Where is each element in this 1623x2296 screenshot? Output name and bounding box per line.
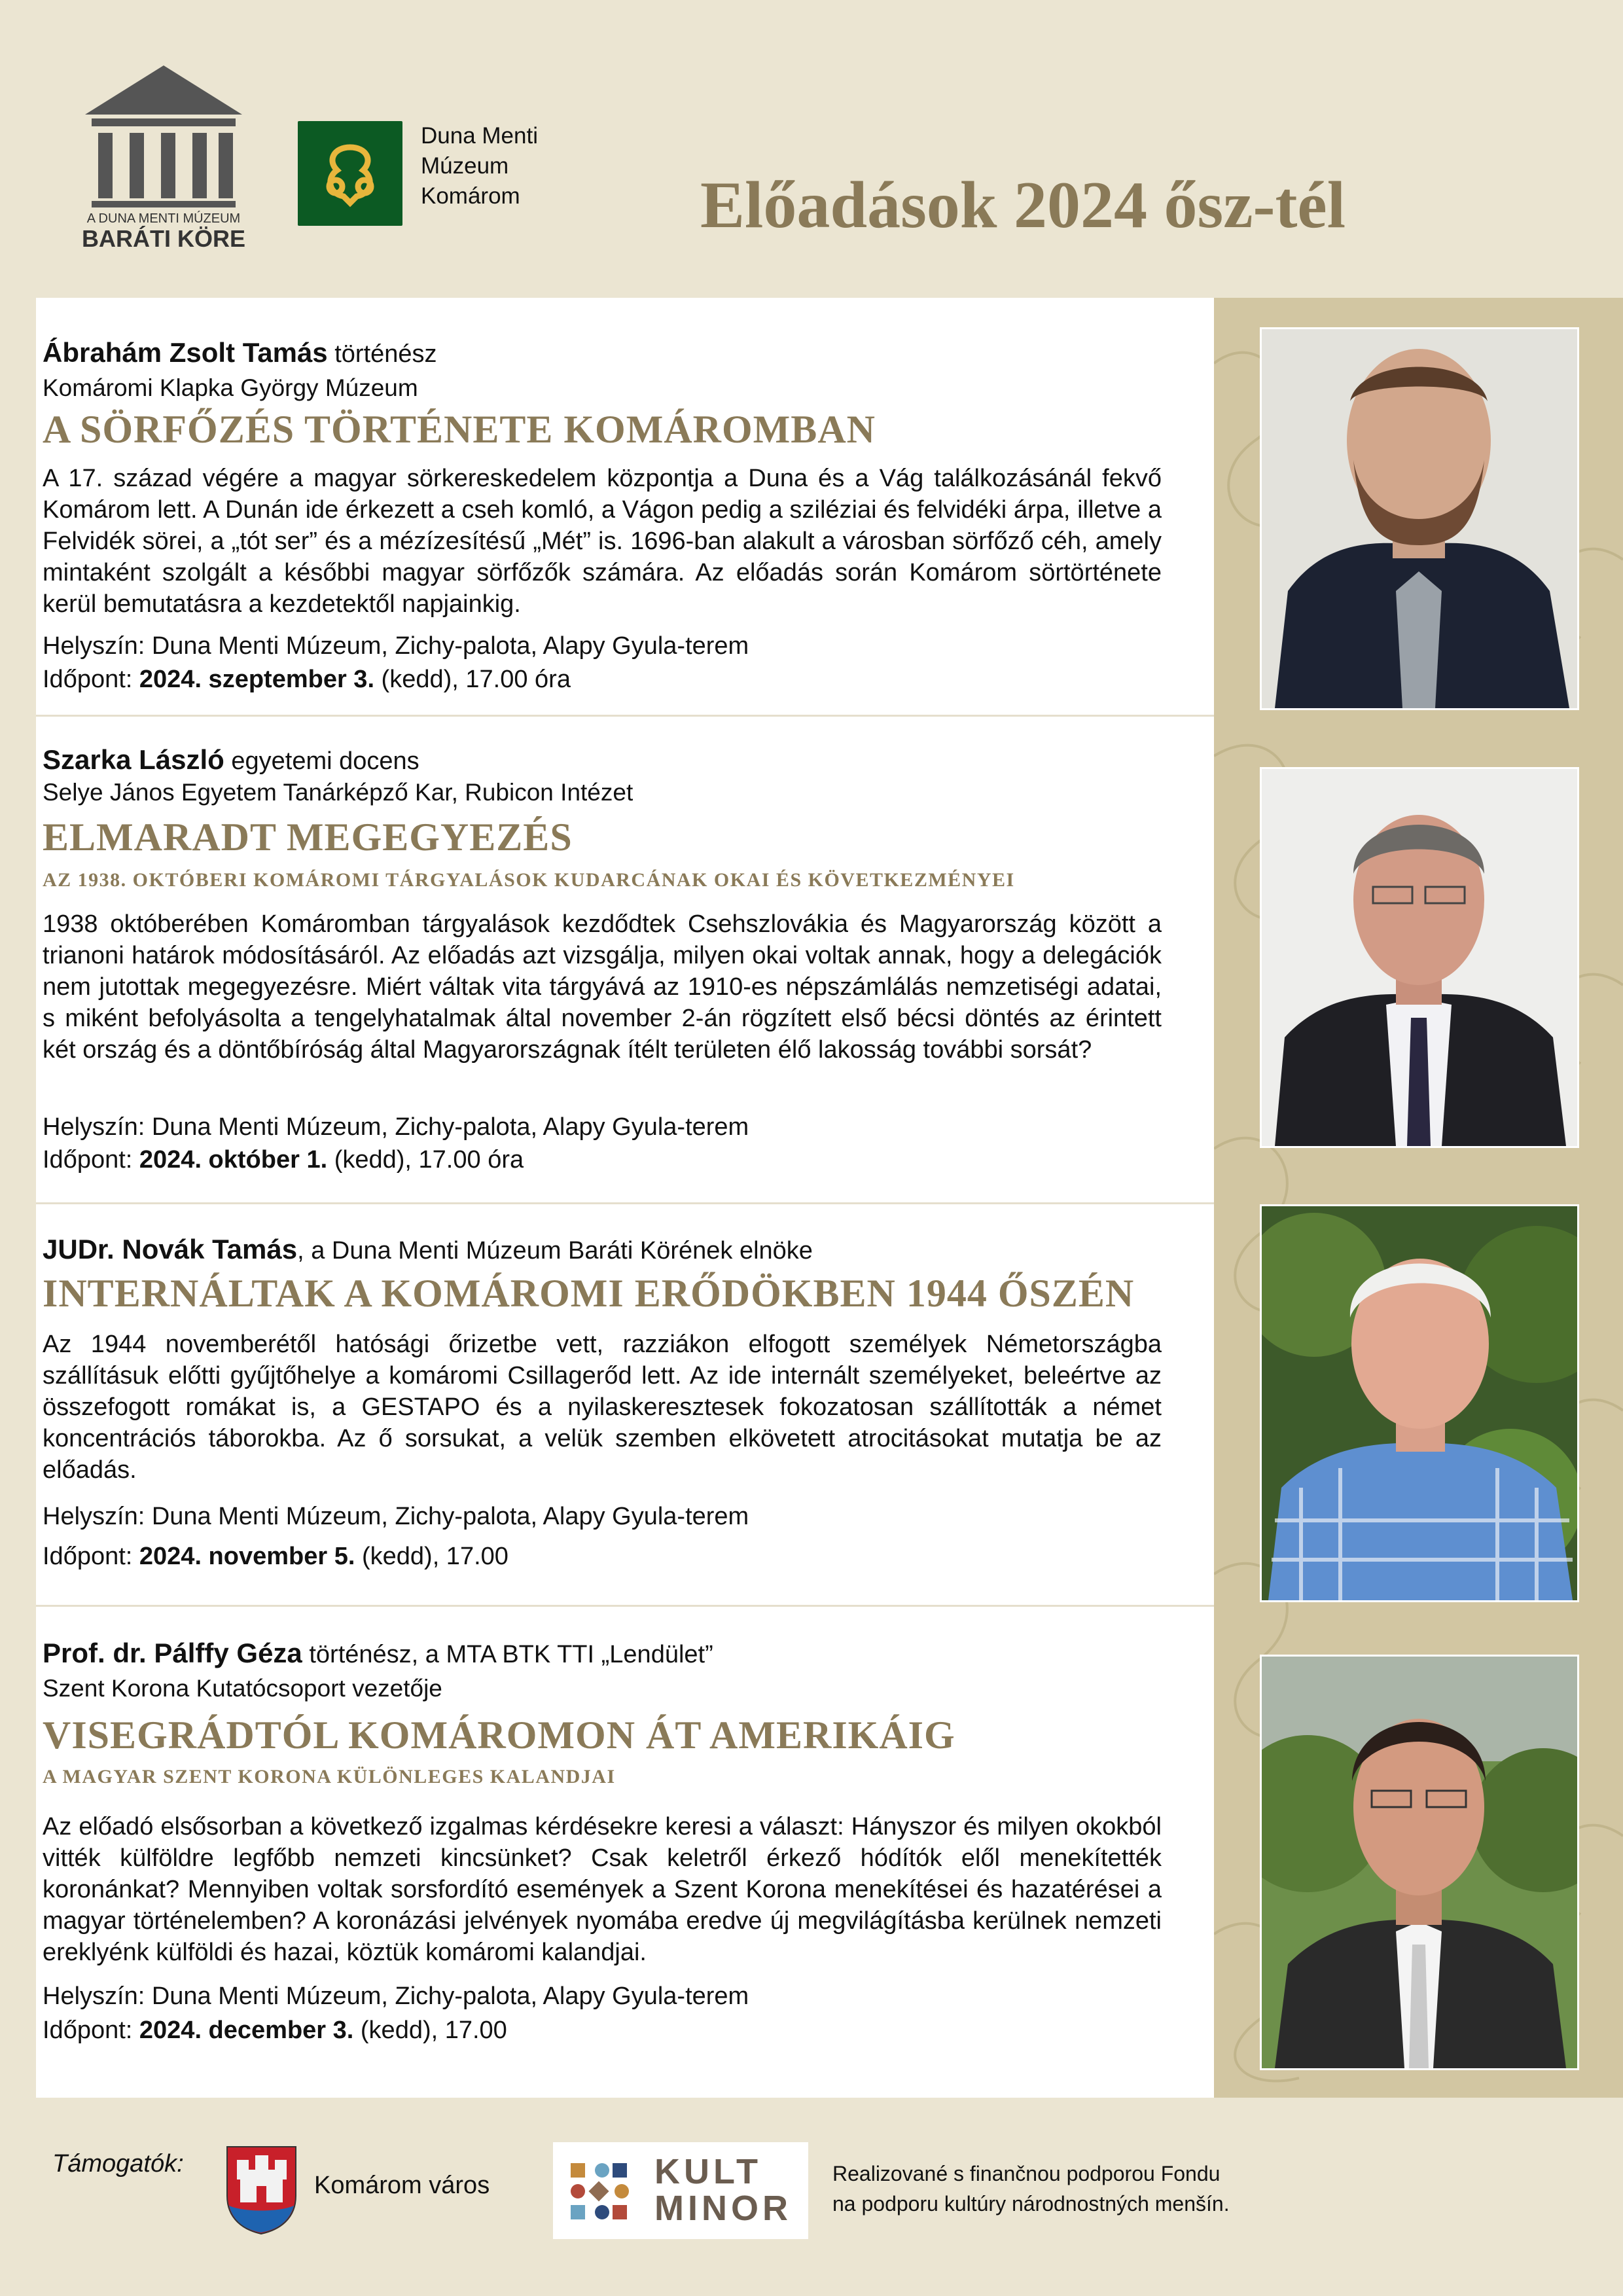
header	[0, 0, 1623, 298]
minor-text: MINOR	[654, 2189, 792, 2228]
lecture-4-time: Időpont: 2024. december 3. (kedd), 17.00	[43, 2017, 507, 2044]
speaker-photo-4	[1260, 1655, 1579, 2070]
lecture-3-description: Az 1944 novemberétől hatósági őrizetbe vett, razziákon elfogott személyek Németországba szállításuk előtti gyűjtőhelye a komáromi Csillagerőd lett. Az ide internált személyeket, beleértve az összefogott romákat is, a GESTAPO és a nyilaskeresztesek fokozatosan szállították a német koncentrációs táborokba. Az ő sorsukat, a velük szemben elkövetett atrocitásokat mutatja be az előadás.	[43, 1331, 1162, 1484]
lecture-1-location: Helyszín: Duna Menti Múzeum, Zichy-palota, Alapy Gyula-terem	[43, 632, 749, 660]
logo-line2: BARÁTI KÖRE	[82, 225, 245, 252]
lecture-4-subtitle: A MAGYAR SZENT KORONA KÜLÖNLEGES KALANDJAI	[43, 1766, 616, 1787]
logo-line1: A DUNA MENTI MÚZEUM	[86, 211, 241, 226]
lecture-separator	[36, 1202, 1214, 1204]
komarom-city-label: Komárom város	[314, 2172, 490, 2199]
museum-name-line3: Komárom	[421, 183, 520, 209]
lecture-1-time: Időpont: 2024. szeptember 3. (kedd), 17.00 óra	[43, 666, 571, 693]
lecture-1-title: A SÖRFŐZÉS TÖRTÉNETE KOMÁROMBAN	[43, 408, 876, 451]
page-title: Előadások 2024 ősz-tél	[700, 168, 1346, 242]
lecture-date: 2024. szeptember 3.	[139, 666, 374, 693]
fund-statement	[832, 2159, 1230, 2219]
lecture-1-speaker	[43, 337, 437, 370]
lecture-separator	[36, 1605, 1214, 1607]
museum-friends-logo	[79, 62, 249, 259]
duna-menti-muzeum-logo	[298, 121, 402, 226]
lecture-separator	[36, 715, 1214, 717]
lecture-3-title: INTERNÁLTAK A KOMÁROMI ERŐDÖKBEN 1944 ŐSZÉN	[43, 1272, 1135, 1315]
lecture-4-speaker	[43, 1638, 713, 1670]
speaker-name: Szarka László	[43, 744, 224, 775]
fund-line1: Realizované s finančnou podporou Fondu	[832, 2162, 1221, 2185]
lecture-2-title: ELMARADT MEGEGYEZÉS	[43, 816, 573, 859]
lecture-2-location: Helyszín: Duna Menti Múzeum, Zichy-palota, Alapy Gyula-terem	[43, 1113, 749, 1141]
lecture-3-time: Időpont: 2024. november 5. (kedd), 17.00	[43, 1543, 508, 1570]
museum-name-line2: Múzeum	[421, 153, 509, 179]
lecture-2-time: Időpont: 2024. október 1. (kedd), 17.00 óra	[43, 1146, 524, 1174]
speaker-role: , a Duna Menti Múzeum Baráti Körének elnöke	[297, 1237, 813, 1265]
lecture-3-location: Helyszín: Duna Menti Múzeum, Zichy-palota, Alapy Gyula-terem	[43, 1503, 749, 1530]
museum-name	[421, 121, 584, 211]
lecture-2-subtitle: AZ 1938. OKTÓBERI KOMÁROMI TÁRGYALÁSOK KUDARCÁNAK OKAI ÉS KÖVETKEZMÉNYEI	[43, 869, 1015, 891]
kult-minor-icon	[569, 2162, 635, 2221]
speaker-role: történész, a MTA BTK TTI „Lendület”	[302, 1641, 713, 1668]
lecture-3-speaker	[43, 1234, 813, 1266]
lecture-4-location: Helyszín: Duna Menti Múzeum, Zichy-palota, Alapy Gyula-terem	[43, 1982, 749, 2010]
lecture-2-affiliation: Selye János Egyetem Tanárképző Kar, Rubicon Intézet	[43, 779, 633, 806]
lecture-2-description: 1938 októberében Komáromban tárgyalások kezdődtek Csehszlovákia és Magyarország között a trianoni határok módosításáról. Az előadás azt vizsgálja, milyen okai voltak annak, hogy a delegációk nem jutottak megegyezésre. Miért váltak vita tárgyává az 1910-es népszámlálás nemzetiségi adatai, s miként befolyásolta a tengelyhatalmak által november 2-án rögzített első bécsi döntés az érintett két ország és a döntőbíróság által Magyarországnak ítélt területen élő lakosság további sorsát?	[43, 910, 1162, 1064]
supporters-label: Támogatók:	[52, 2150, 184, 2178]
speaker-name: Prof. dr. Pálffy Géza	[43, 1638, 302, 1668]
fund-line2: na podporu kultúry národnostných menšín.	[832, 2192, 1230, 2215]
lecture-4-title: VISEGRÁDTÓL KOMÁROMON ÁT AMERIKÁIG	[43, 1713, 955, 1757]
lecture-1-affiliation: Komáromi Klapka György Múzeum	[43, 374, 418, 401]
lecture-date: 2024. november 5.	[139, 1543, 355, 1570]
lecture-date: 2024. október 1.	[139, 1146, 328, 1174]
speaker-name: Ábrahám Zsolt Tamás	[43, 337, 328, 368]
speaker-role: történész	[327, 340, 437, 368]
speaker-photo-2	[1260, 767, 1579, 1148]
kult-text: KULT	[654, 2152, 762, 2191]
speaker-role: egyetemi docens	[224, 747, 419, 775]
speaker-photo-3	[1260, 1204, 1579, 1602]
lecture-1-description: A 17. század végére a magyar sörkereskedelem központja a Duna és a Vág találkozásánál fekvő Komárom lett. A Dunán ide érkezett a cseh komló, a Vágon pedig a sziléziai és felvidéki árpa, illetve a Felvidék sörei, a „tót ser” és a mézízesítésű „Mét” is. 1696-ban alakult a városban sörfőző céh, amely mintaként szolgált a későbbi magyar sörfőzők számára. Az előadás során Komárom sörtörténete kerül bemutatásra a kezdetektől napjainkig.	[43, 465, 1162, 618]
lecture-date: 2024. december 3.	[139, 2017, 354, 2044]
komarom-coat-of-arms	[224, 2144, 299, 2235]
lecture-4-affiliation: Szent Korona Kutatócsoport vezetője	[43, 1675, 442, 1702]
lecture-4-description: Az előadó elsősorban a következő izgalmas kérdésekre keresi a választ: Hányszor és milyen okokból vitték külföldre legfőbb nemzeti kincsünket? Csak keletről érkező hódítók elől menekítették koronánkat? Mennyiben voltak sorsfordító események a Szent Korona menekítései és hazatérései a magyar történelemben? A koronázási jelvények nyomába eredve új megvilágításba kerülnek nemzeti ereklyénk külföldi és hazai, köztük komáromi kalandjai.	[43, 1813, 1162, 1966]
speaker-name: JUDr. Novák Tamás	[43, 1234, 298, 1265]
lecture-2-speaker	[43, 744, 419, 777]
kult-minor-wordmark	[654, 2153, 792, 2227]
museum-name-line1: Duna Menti	[421, 123, 538, 149]
speaker-photo-1	[1260, 327, 1579, 710]
